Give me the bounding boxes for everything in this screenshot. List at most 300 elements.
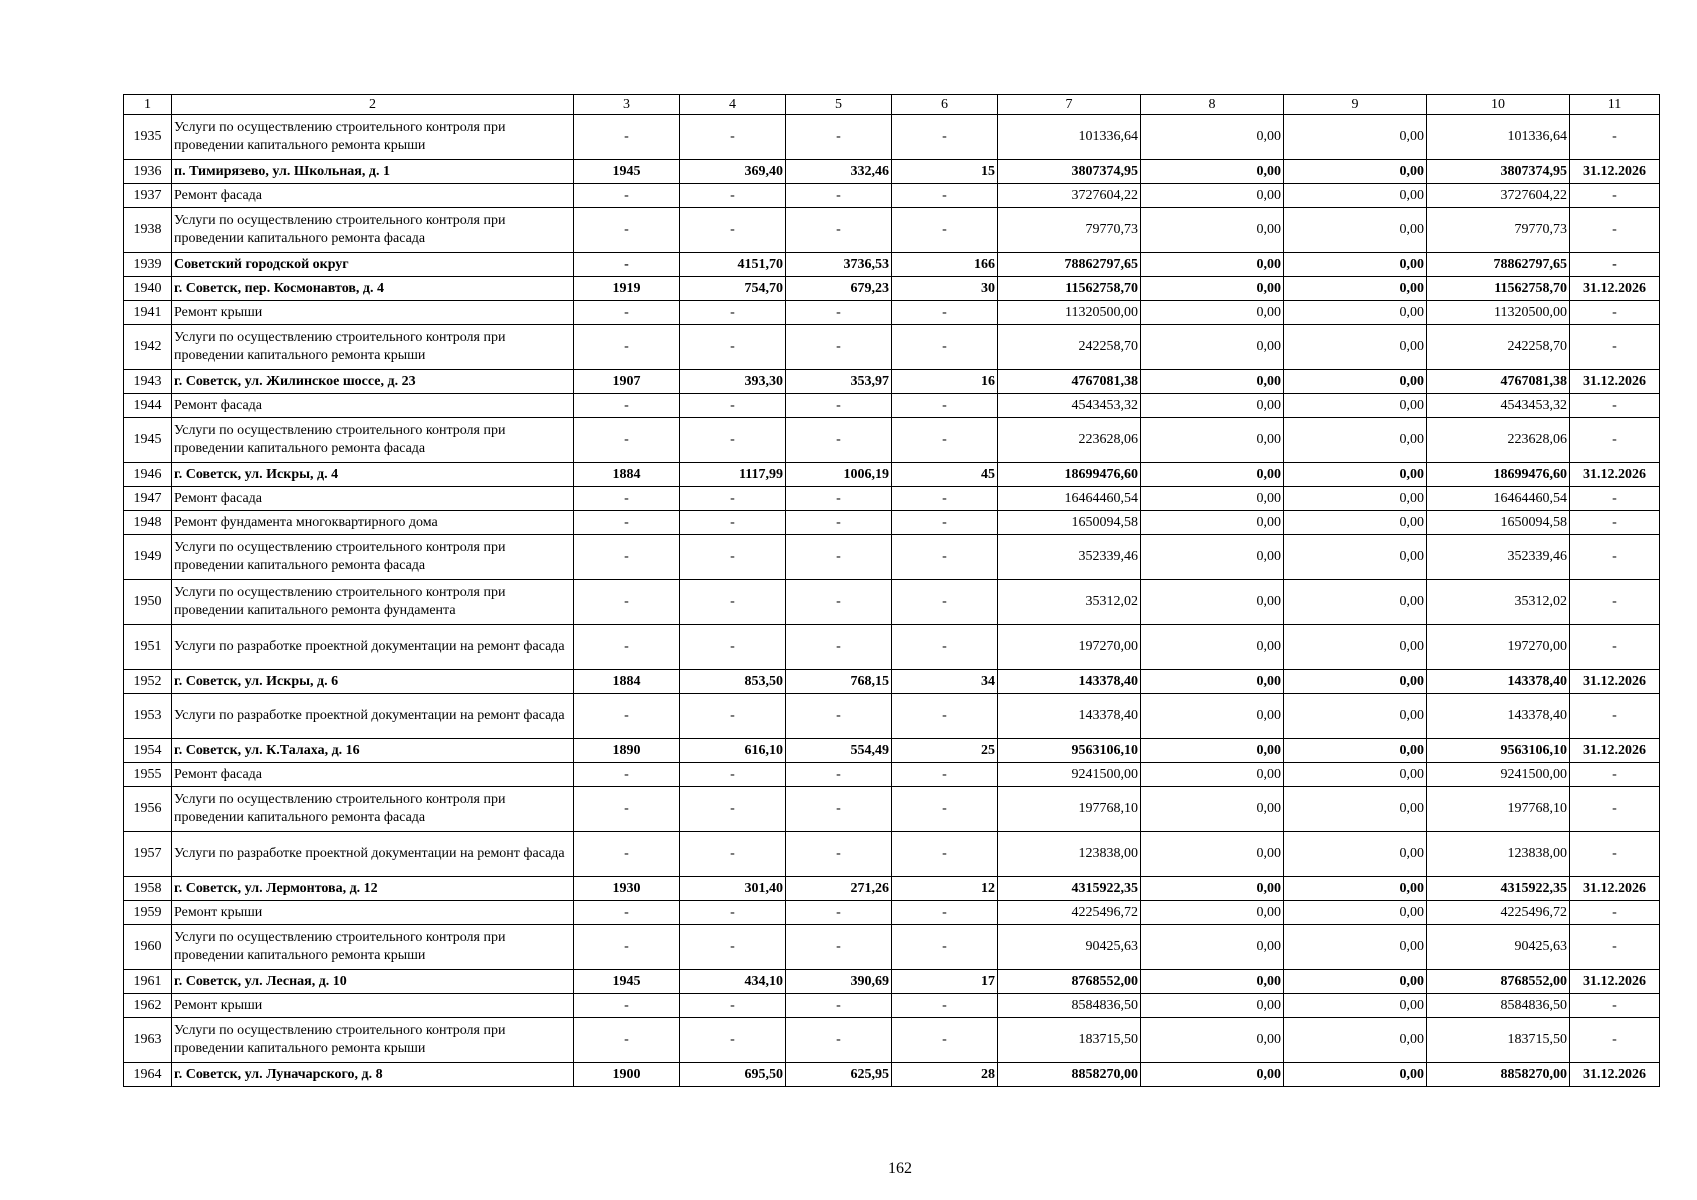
- item-name-cell: г. Советск, ул. К.Талаха, д. 16: [172, 739, 574, 763]
- row-number-cell: 1952: [124, 670, 172, 694]
- owner-cost-cell: 242258,70: [1427, 325, 1570, 370]
- item-name-cell: Ремонт фасада: [172, 184, 574, 208]
- living-area-cell: 271,26: [786, 877, 892, 901]
- deadline-cell: 31.12.2026: [1570, 739, 1660, 763]
- living-area-cell: 390,69: [786, 970, 892, 994]
- total-cost-cell: 242258,70: [998, 325, 1141, 370]
- address-row: [124, 739, 1660, 763]
- total-area-cell: -: [680, 184, 786, 208]
- total-area-cell: -: [680, 325, 786, 370]
- residents-cell: 25: [892, 739, 998, 763]
- living-area-cell: -: [786, 787, 892, 832]
- row-number-cell: 1962: [124, 994, 172, 1018]
- total-cost-cell: 11320500,00: [998, 301, 1141, 325]
- work-item-row: [124, 418, 1660, 463]
- budget-cost-cell: 0,00: [1284, 1018, 1427, 1063]
- year-cell: 1884: [574, 463, 680, 487]
- fund-cost-cell: 0,00: [1141, 487, 1284, 511]
- item-name-cell: Советский городской округ: [172, 253, 574, 277]
- row-number-cell: 1949: [124, 535, 172, 580]
- budget-cost-cell: 0,00: [1284, 1063, 1427, 1087]
- residents-cell: 34: [892, 670, 998, 694]
- total-cost-cell: 183715,50: [998, 1018, 1141, 1063]
- owner-cost-cell: 197270,00: [1427, 625, 1570, 670]
- total-area-cell: -: [680, 535, 786, 580]
- year-cell: -: [574, 994, 680, 1018]
- year-cell: 1919: [574, 277, 680, 301]
- residents-cell: -: [892, 511, 998, 535]
- item-name-cell: г. Советск, ул. Лермонтова, д. 12: [172, 877, 574, 901]
- budget-cost-cell: 0,00: [1284, 463, 1427, 487]
- owner-cost-cell: 78862797,65: [1427, 253, 1570, 277]
- year-cell: -: [574, 694, 680, 739]
- address-row: [124, 370, 1660, 394]
- residents-cell: -: [892, 208, 998, 253]
- total-cost-cell: 8584836,50: [998, 994, 1141, 1018]
- total-cost-cell: 197768,10: [998, 787, 1141, 832]
- deadline-cell: -: [1570, 901, 1660, 925]
- header-cell: 11: [1570, 95, 1660, 115]
- residents-cell: -: [892, 787, 998, 832]
- total-cost-cell: 101336,64: [998, 115, 1141, 160]
- total-area-cell: -: [680, 580, 786, 625]
- fund-cost-cell: 0,00: [1141, 325, 1284, 370]
- row-number-cell: 1956: [124, 787, 172, 832]
- owner-cost-cell: 123838,00: [1427, 832, 1570, 877]
- budget-cost-cell: 0,00: [1284, 739, 1427, 763]
- owner-cost-cell: 352339,46: [1427, 535, 1570, 580]
- total-area-cell: 695,50: [680, 1063, 786, 1087]
- residents-cell: -: [892, 184, 998, 208]
- item-name-cell: Услуги по осуществлению строительного контроля при проведении капитального ремонта крыши: [172, 115, 574, 160]
- budget-cost-cell: 0,00: [1284, 580, 1427, 625]
- budget-cost-cell: 0,00: [1284, 277, 1427, 301]
- fund-cost-cell: 0,00: [1141, 535, 1284, 580]
- owner-cost-cell: 9241500,00: [1427, 763, 1570, 787]
- year-cell: 1945: [574, 970, 680, 994]
- item-name-cell: Услуги по осуществлению строительного контроля при проведении капитального ремонта крыши: [172, 325, 574, 370]
- owner-cost-cell: 8584836,50: [1427, 994, 1570, 1018]
- living-area-cell: 332,46: [786, 160, 892, 184]
- fund-cost-cell: 0,00: [1141, 994, 1284, 1018]
- living-area-cell: -: [786, 580, 892, 625]
- residents-cell: -: [892, 325, 998, 370]
- owner-cost-cell: 8768552,00: [1427, 970, 1570, 994]
- total-area-cell: -: [680, 925, 786, 970]
- fund-cost-cell: 0,00: [1141, 970, 1284, 994]
- deadline-cell: -: [1570, 418, 1660, 463]
- total-cost-cell: 1650094,58: [998, 511, 1141, 535]
- header-cell: 8: [1141, 95, 1284, 115]
- total-cost-cell: 18699476,60: [998, 463, 1141, 487]
- budget-cost-cell: 0,00: [1284, 418, 1427, 463]
- row-number-cell: 1937: [124, 184, 172, 208]
- item-name-cell: Услуги по осуществлению строительного контроля при проведении капитального ремонта крыши: [172, 925, 574, 970]
- page-number: 162: [888, 1160, 912, 1177]
- deadline-cell: -: [1570, 994, 1660, 1018]
- fund-cost-cell: 0,00: [1141, 625, 1284, 670]
- header-cell: 5: [786, 95, 892, 115]
- year-cell: -: [574, 253, 680, 277]
- deadline-cell: 31.12.2026: [1570, 277, 1660, 301]
- total-area-cell: 4151,70: [680, 253, 786, 277]
- deadline-cell: -: [1570, 763, 1660, 787]
- total-cost-cell: 90425,63: [998, 925, 1141, 970]
- living-area-cell: -: [786, 763, 892, 787]
- item-name-cell: Услуги по разработке проектной документации на ремонт фасада: [172, 625, 574, 670]
- total-area-cell: 434,10: [680, 970, 786, 994]
- year-cell: -: [574, 511, 680, 535]
- year-cell: 1900: [574, 1063, 680, 1087]
- residents-cell: -: [892, 832, 998, 877]
- header-cell: 9: [1284, 95, 1427, 115]
- work-item-row: [124, 325, 1660, 370]
- living-area-cell: -: [786, 325, 892, 370]
- work-item-row: [124, 535, 1660, 580]
- total-area-cell: -: [680, 418, 786, 463]
- total-area-cell: -: [680, 1018, 786, 1063]
- residents-cell: -: [892, 580, 998, 625]
- total-cost-cell: 352339,46: [998, 535, 1141, 580]
- living-area-cell: -: [786, 925, 892, 970]
- living-area-cell: 679,23: [786, 277, 892, 301]
- living-area-cell: -: [786, 115, 892, 160]
- fund-cost-cell: 0,00: [1141, 301, 1284, 325]
- owner-cost-cell: 79770,73: [1427, 208, 1570, 253]
- item-name-cell: Услуги по осуществлению строительного контроля при проведении капитального ремонта фасада: [172, 208, 574, 253]
- owner-cost-cell: 11562758,70: [1427, 277, 1570, 301]
- owner-cost-cell: 143378,40: [1427, 670, 1570, 694]
- deadline-cell: -: [1570, 184, 1660, 208]
- fund-cost-cell: 0,00: [1141, 1063, 1284, 1087]
- row-number-cell: 1959: [124, 901, 172, 925]
- residents-cell: -: [892, 115, 998, 160]
- year-cell: -: [574, 394, 680, 418]
- owner-cost-cell: 4315922,35: [1427, 877, 1570, 901]
- row-number-cell: 1964: [124, 1063, 172, 1087]
- item-name-cell: Ремонт крыши: [172, 301, 574, 325]
- total-area-cell: -: [680, 787, 786, 832]
- total-area-cell: -: [680, 994, 786, 1018]
- header-cell: 2: [172, 95, 574, 115]
- fund-cost-cell: 0,00: [1141, 418, 1284, 463]
- row-number-cell: 1941: [124, 301, 172, 325]
- residents-cell: -: [892, 694, 998, 739]
- residents-cell: 30: [892, 277, 998, 301]
- deadline-cell: -: [1570, 325, 1660, 370]
- header-cell: 4: [680, 95, 786, 115]
- year-cell: 1930: [574, 877, 680, 901]
- item-name-cell: г. Советск, ул. Луначарского, д. 8: [172, 1063, 574, 1087]
- residents-cell: -: [892, 418, 998, 463]
- residents-cell: 45: [892, 463, 998, 487]
- total-cost-cell: 16464460,54: [998, 487, 1141, 511]
- residents-cell: 16: [892, 370, 998, 394]
- owner-cost-cell: 11320500,00: [1427, 301, 1570, 325]
- row-number-cell: 1939: [124, 253, 172, 277]
- row-number-cell: 1958: [124, 877, 172, 901]
- address-row: [124, 277, 1660, 301]
- work-item-row: [124, 208, 1660, 253]
- item-name-cell: Ремонт фасада: [172, 487, 574, 511]
- budget-cost-cell: 0,00: [1284, 394, 1427, 418]
- budget-cost-cell: 0,00: [1284, 535, 1427, 580]
- deadline-cell: -: [1570, 253, 1660, 277]
- deadline-cell: -: [1570, 580, 1660, 625]
- budget-cost-cell: 0,00: [1284, 115, 1427, 160]
- owner-cost-cell: 16464460,54: [1427, 487, 1570, 511]
- column-number-header-row: [124, 95, 1660, 115]
- header-cell: 1: [124, 95, 172, 115]
- deadline-cell: 31.12.2026: [1570, 463, 1660, 487]
- residents-cell: 17: [892, 970, 998, 994]
- total-area-cell: -: [680, 901, 786, 925]
- row-number-cell: 1940: [124, 277, 172, 301]
- living-area-cell: 625,95: [786, 1063, 892, 1087]
- total-cost-cell: 4767081,38: [998, 370, 1141, 394]
- item-name-cell: г. Советск, ул. Лесная, д. 10: [172, 970, 574, 994]
- residents-cell: -: [892, 535, 998, 580]
- row-number-cell: 1963: [124, 1018, 172, 1063]
- year-cell: -: [574, 184, 680, 208]
- total-area-cell: 754,70: [680, 277, 786, 301]
- owner-cost-cell: 4225496,72: [1427, 901, 1570, 925]
- fund-cost-cell: 0,00: [1141, 253, 1284, 277]
- row-number-cell: 1938: [124, 208, 172, 253]
- deadline-cell: -: [1570, 694, 1660, 739]
- fund-cost-cell: 0,00: [1141, 1018, 1284, 1063]
- work-item-row: [124, 787, 1660, 832]
- owner-cost-cell: 90425,63: [1427, 925, 1570, 970]
- row-number-cell: 1948: [124, 511, 172, 535]
- fund-cost-cell: 0,00: [1141, 580, 1284, 625]
- residents-cell: 12: [892, 877, 998, 901]
- living-area-cell: -: [786, 208, 892, 253]
- address-row: [124, 877, 1660, 901]
- repair-program-table: [123, 94, 1660, 1087]
- item-name-cell: г. Советск, пер. Космонавтов, д. 4: [172, 277, 574, 301]
- total-area-cell: 369,40: [680, 160, 786, 184]
- row-number-cell: 1935: [124, 115, 172, 160]
- residents-cell: -: [892, 763, 998, 787]
- total-area-cell: -: [680, 394, 786, 418]
- item-name-cell: Услуги по осуществлению строительного контроля при проведении капитального ремонта фасада: [172, 418, 574, 463]
- fund-cost-cell: 0,00: [1141, 925, 1284, 970]
- total-area-cell: -: [680, 301, 786, 325]
- total-cost-cell: 9241500,00: [998, 763, 1141, 787]
- owner-cost-cell: 8858270,00: [1427, 1063, 1570, 1087]
- work-item-row: [124, 580, 1660, 625]
- work-item-row: [124, 301, 1660, 325]
- owner-cost-cell: 4543453,32: [1427, 394, 1570, 418]
- work-item-row: [124, 184, 1660, 208]
- total-cost-cell: 8858270,00: [998, 1063, 1141, 1087]
- budget-cost-cell: 0,00: [1284, 970, 1427, 994]
- residents-cell: -: [892, 901, 998, 925]
- owner-cost-cell: 3807374,95: [1427, 160, 1570, 184]
- deadline-cell: 31.12.2026: [1570, 970, 1660, 994]
- fund-cost-cell: 0,00: [1141, 511, 1284, 535]
- year-cell: 1945: [574, 160, 680, 184]
- budget-cost-cell: 0,00: [1284, 877, 1427, 901]
- fund-cost-cell: 0,00: [1141, 394, 1284, 418]
- year-cell: -: [574, 580, 680, 625]
- living-area-cell: -: [786, 694, 892, 739]
- year-cell: -: [574, 787, 680, 832]
- living-area-cell: -: [786, 1018, 892, 1063]
- living-area-cell: 3736,53: [786, 253, 892, 277]
- budget-cost-cell: 0,00: [1284, 994, 1427, 1018]
- item-name-cell: Услуги по осуществлению строительного контроля при проведении капитального ремонта фасада: [172, 787, 574, 832]
- work-item-row: [124, 625, 1660, 670]
- fund-cost-cell: 0,00: [1141, 670, 1284, 694]
- owner-cost-cell: 9563106,10: [1427, 739, 1570, 763]
- item-name-cell: Ремонт фасада: [172, 763, 574, 787]
- living-area-cell: -: [786, 301, 892, 325]
- work-item-row: [124, 115, 1660, 160]
- fund-cost-cell: 0,00: [1141, 463, 1284, 487]
- deadline-cell: -: [1570, 535, 1660, 580]
- living-area-cell: -: [786, 394, 892, 418]
- year-cell: -: [574, 625, 680, 670]
- residents-cell: 15: [892, 160, 998, 184]
- year-cell: -: [574, 1018, 680, 1063]
- work-item-row: [124, 394, 1660, 418]
- row-number-cell: 1955: [124, 763, 172, 787]
- residents-cell: -: [892, 394, 998, 418]
- work-item-row: [124, 925, 1660, 970]
- item-name-cell: Услуги по разработке проектной документации на ремонт фасада: [172, 694, 574, 739]
- row-number-cell: 1961: [124, 970, 172, 994]
- year-cell: -: [574, 832, 680, 877]
- deadline-cell: -: [1570, 208, 1660, 253]
- deadline-cell: -: [1570, 301, 1660, 325]
- living-area-cell: -: [786, 511, 892, 535]
- address-row: [124, 463, 1660, 487]
- budget-cost-cell: 0,00: [1284, 925, 1427, 970]
- item-name-cell: Услуги по разработке проектной документации на ремонт фасада: [172, 832, 574, 877]
- total-cost-cell: 78862797,65: [998, 253, 1141, 277]
- row-number-cell: 1943: [124, 370, 172, 394]
- owner-cost-cell: 1650094,58: [1427, 511, 1570, 535]
- total-area-cell: -: [680, 694, 786, 739]
- fund-cost-cell: 0,00: [1141, 739, 1284, 763]
- living-area-cell: -: [786, 535, 892, 580]
- total-area-cell: 301,40: [680, 877, 786, 901]
- year-cell: -: [574, 487, 680, 511]
- total-area-cell: 1117,99: [680, 463, 786, 487]
- item-name-cell: г. Советск, ул. Искры, д. 4: [172, 463, 574, 487]
- year-cell: -: [574, 301, 680, 325]
- total-area-cell: -: [680, 208, 786, 253]
- fund-cost-cell: 0,00: [1141, 370, 1284, 394]
- deadline-cell: 31.12.2026: [1570, 1063, 1660, 1087]
- owner-cost-cell: 197768,10: [1427, 787, 1570, 832]
- total-cost-cell: 4225496,72: [998, 901, 1141, 925]
- owner-cost-cell: 4767081,38: [1427, 370, 1570, 394]
- fund-cost-cell: 0,00: [1141, 115, 1284, 160]
- budget-cost-cell: 0,00: [1284, 325, 1427, 370]
- residents-cell: 166: [892, 253, 998, 277]
- budget-cost-cell: 0,00: [1284, 184, 1427, 208]
- total-area-cell: -: [680, 511, 786, 535]
- owner-cost-cell: 35312,02: [1427, 580, 1570, 625]
- fund-cost-cell: 0,00: [1141, 787, 1284, 832]
- deadline-cell: -: [1570, 115, 1660, 160]
- address-row: [124, 1063, 1660, 1087]
- living-area-cell: -: [786, 832, 892, 877]
- year-cell: 1890: [574, 739, 680, 763]
- row-number-cell: 1945: [124, 418, 172, 463]
- item-name-cell: Ремонт крыши: [172, 994, 574, 1018]
- total-cost-cell: 197270,00: [998, 625, 1141, 670]
- owner-cost-cell: 183715,50: [1427, 1018, 1570, 1063]
- deadline-cell: -: [1570, 832, 1660, 877]
- living-area-cell: -: [786, 901, 892, 925]
- header-cell: 3: [574, 95, 680, 115]
- total-cost-cell: 123838,00: [998, 832, 1141, 877]
- total-cost-cell: 3807374,95: [998, 160, 1141, 184]
- residents-cell: -: [892, 301, 998, 325]
- budget-cost-cell: 0,00: [1284, 901, 1427, 925]
- work-item-row: [124, 901, 1660, 925]
- deadline-cell: 31.12.2026: [1570, 160, 1660, 184]
- row-number-cell: 1946: [124, 463, 172, 487]
- address-row: [124, 670, 1660, 694]
- deadline-cell: 31.12.2026: [1570, 670, 1660, 694]
- row-number-cell: 1954: [124, 739, 172, 763]
- fund-cost-cell: 0,00: [1141, 277, 1284, 301]
- year-cell: -: [574, 418, 680, 463]
- total-area-cell: 393,30: [680, 370, 786, 394]
- year-cell: -: [574, 535, 680, 580]
- budget-cost-cell: 0,00: [1284, 253, 1427, 277]
- deadline-cell: -: [1570, 487, 1660, 511]
- total-area-cell: -: [680, 487, 786, 511]
- budget-cost-cell: 0,00: [1284, 511, 1427, 535]
- work-item-row: [124, 763, 1660, 787]
- fund-cost-cell: 0,00: [1141, 160, 1284, 184]
- year-cell: 1884: [574, 670, 680, 694]
- budget-cost-cell: 0,00: [1284, 208, 1427, 253]
- total-area-cell: -: [680, 115, 786, 160]
- item-name-cell: Услуги по осуществлению строительного контроля при проведении капитального ремонта крыши: [172, 1018, 574, 1063]
- total-area-cell: 853,50: [680, 670, 786, 694]
- living-area-cell: 1006,19: [786, 463, 892, 487]
- living-area-cell: -: [786, 184, 892, 208]
- item-name-cell: Услуги по осуществлению строительного контроля при проведении капитального ремонта фундамента: [172, 580, 574, 625]
- total-cost-cell: 8768552,00: [998, 970, 1141, 994]
- budget-cost-cell: 0,00: [1284, 487, 1427, 511]
- row-number-cell: 1944: [124, 394, 172, 418]
- living-area-cell: -: [786, 418, 892, 463]
- fund-cost-cell: 0,00: [1141, 694, 1284, 739]
- row-number-cell: 1951: [124, 625, 172, 670]
- budget-cost-cell: 0,00: [1284, 625, 1427, 670]
- deadline-cell: 31.12.2026: [1570, 370, 1660, 394]
- total-area-cell: -: [680, 832, 786, 877]
- address-row: [124, 253, 1660, 277]
- deadline-cell: -: [1570, 625, 1660, 670]
- total-area-cell: -: [680, 763, 786, 787]
- work-item-row: [124, 832, 1660, 877]
- year-cell: -: [574, 208, 680, 253]
- living-area-cell: 768,15: [786, 670, 892, 694]
- address-row: [124, 160, 1660, 184]
- total-cost-cell: 3727604,22: [998, 184, 1141, 208]
- deadline-cell: -: [1570, 925, 1660, 970]
- residents-cell: 28: [892, 1063, 998, 1087]
